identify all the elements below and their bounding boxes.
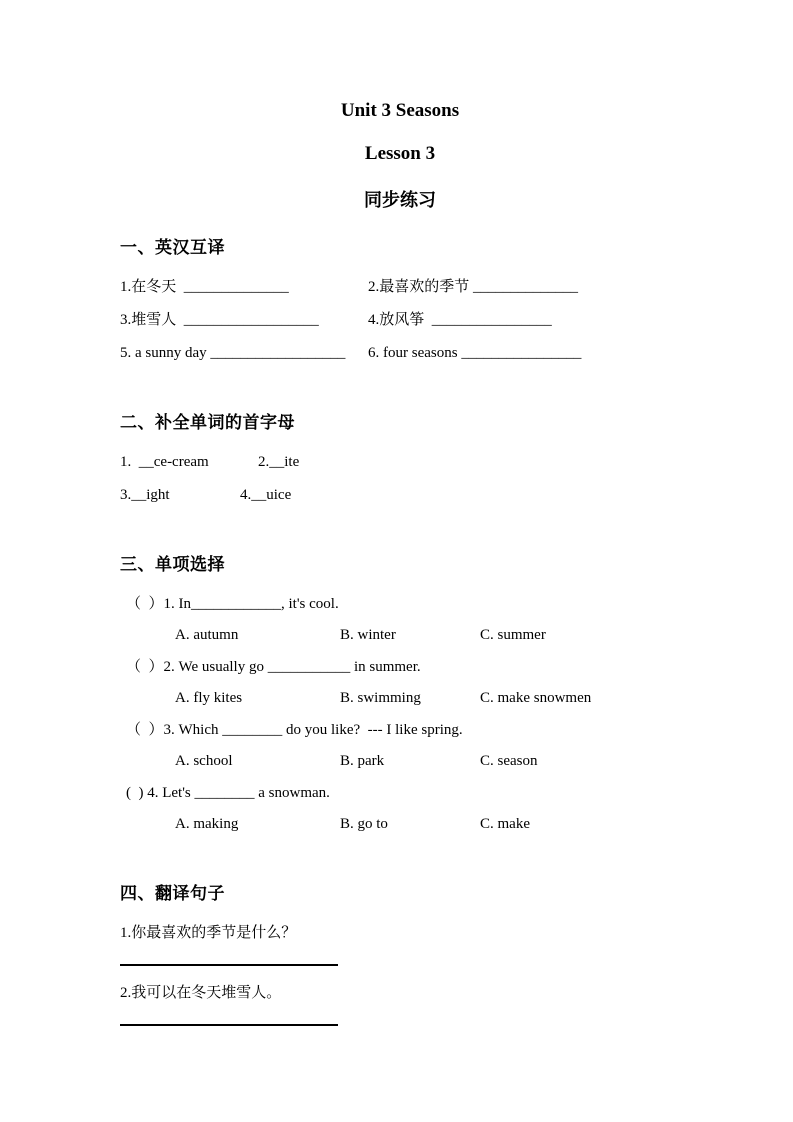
choice-options-row — [120, 814, 680, 834]
translation-row — [120, 277, 680, 297]
choice-question-block — [120, 720, 680, 771]
worksheet-subtitle: 同步练习 — [364, 190, 436, 210]
choice-option-b: B. winter — [340, 627, 396, 643]
translation-item: 1.在冬天 ______________ — [120, 279, 289, 295]
translation-sentence: 2.我可以在冬天堆雪人。 — [120, 985, 282, 1001]
choice-option-b: B. swimming — [340, 690, 421, 706]
choice-option-a: A. making — [175, 816, 239, 832]
section-first-letter — [120, 408, 680, 505]
fill-letter-row — [120, 452, 680, 472]
choice-question: （ ）2. We usually go ___________ in summer. — [126, 659, 421, 675]
translation-item: 2.最喜欢的季节 ______________ — [368, 279, 579, 295]
choice-question: （ ）3. Which ________ do you like? --- I like spring. — [126, 722, 463, 738]
translation-item: 5. a sunny day __________________ — [120, 345, 346, 361]
section2-heading: 二、补全单词的首字母 — [120, 413, 295, 432]
choice-option-a: A. autumn — [175, 627, 239, 643]
choice-option-c: C. season — [480, 753, 538, 769]
choice-question-block — [120, 783, 680, 834]
translation-sentence: 1.你最喜欢的季节是什么？ — [120, 925, 297, 941]
translation-item: 4.放风筝 ________________ — [368, 312, 552, 328]
choice-options-row — [120, 625, 680, 645]
section1-heading: 一、英汉互译 — [120, 238, 225, 257]
choice-question-block — [120, 657, 680, 708]
section-multiple-choice — [120, 550, 680, 834]
fill-letter-item: 2.__ite — [258, 454, 300, 470]
choice-option-c: C. make snowmen — [480, 690, 592, 706]
translation-item: 3.堆雪人 __________________ — [120, 312, 319, 328]
choice-question: （ ）1. In____________, it's cool. — [126, 596, 339, 612]
answer-line — [120, 964, 338, 966]
section-translation — [120, 233, 680, 363]
translation-row — [120, 343, 680, 363]
choice-options-row — [120, 688, 680, 708]
section3-heading: 三、单项选择 — [120, 555, 225, 574]
choice-option-b: B. go to — [340, 816, 388, 832]
fill-letter-item: 1. __ce-cream — [120, 454, 209, 470]
answer-line — [120, 1024, 338, 1026]
choice-question-block — [120, 594, 680, 645]
choice-question: ( ) 4. Let's ________ a snowman. — [126, 785, 330, 801]
fill-letter-item: 4.__uice — [240, 487, 292, 503]
fill-letter-row — [120, 485, 680, 505]
section-sentence-translation — [120, 879, 680, 1026]
choice-option-c: C. summer — [480, 627, 546, 643]
fill-letter-item: 3.__ight — [120, 487, 170, 503]
page-title: Unit 3 Seasons — [340, 100, 460, 121]
section4-heading: 四、翻译句子 — [120, 884, 225, 903]
translation-item: 6. four seasons ________________ — [368, 345, 582, 361]
choice-option-b: B. park — [340, 753, 385, 769]
choice-options-row — [120, 751, 680, 771]
choice-option-a: A. school — [175, 753, 233, 769]
choice-option-c: C. make — [480, 816, 530, 832]
lesson-title: Lesson 3 — [364, 143, 436, 164]
translation-row — [120, 310, 680, 330]
choice-option-a: A. fly kites — [175, 690, 243, 706]
